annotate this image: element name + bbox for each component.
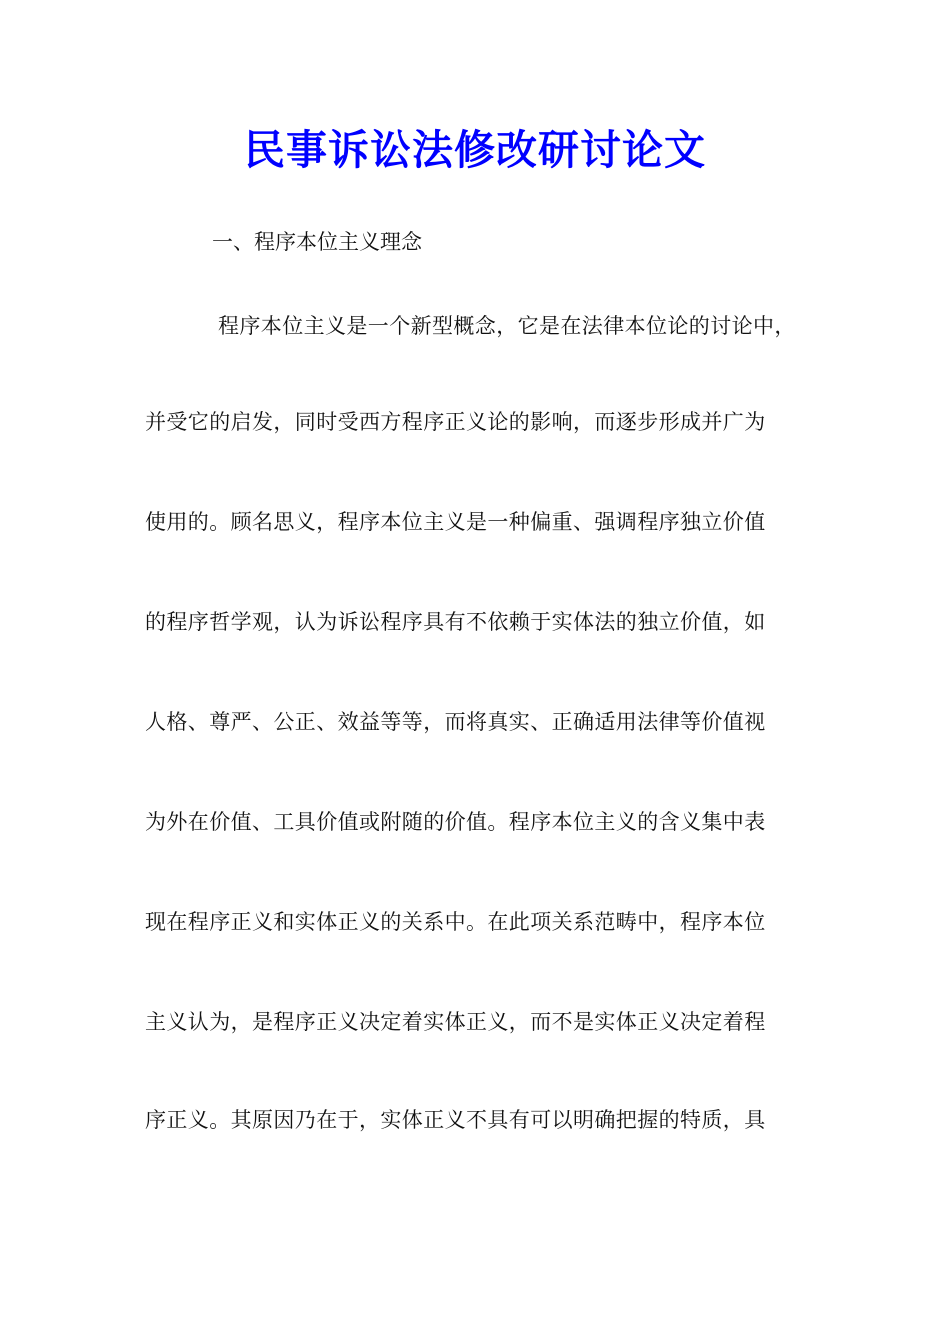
paragraph-line: 并受它的启发，同时受西方程序正义论的影响，而逐步形成并广为 [145, 410, 766, 434]
paragraph-line: 现在程序正义和实体正义的关系中。在此项关系范畴中，程序本位 [145, 910, 766, 934]
paragraph-line: 为外在价值、工具价值或附随的价值。程序本位主义的含义集中表 [145, 810, 766, 834]
paragraph-line: 序正义。其原因乃在于，实体正义不具有可以明确把握的特质，具 [145, 1108, 766, 1132]
paragraph-line: 程序本位主义是一个新型概念，它是在法律本位论的讨论中， [218, 314, 796, 338]
paragraph-line: 人格、尊严、公正、效益等等，而将真实、正确适用法律等价值视 [145, 710, 766, 734]
paragraph-line: 主义认为，是程序正义决定着实体正义，而不是实体正义决定着程 [145, 1010, 766, 1034]
document-title: 民事诉讼法修改研讨论文 [244, 126, 706, 174]
paragraph-line: 的程序哲学观，认为诉讼程序具有不依赖于实体法的独立价值，如 [145, 610, 766, 634]
paragraph-line: 使用的。顾名思义，程序本位主义是一种偏重、强调程序独立价值 [145, 510, 766, 534]
section-heading: 一、程序本位主义理念 [212, 230, 422, 254]
